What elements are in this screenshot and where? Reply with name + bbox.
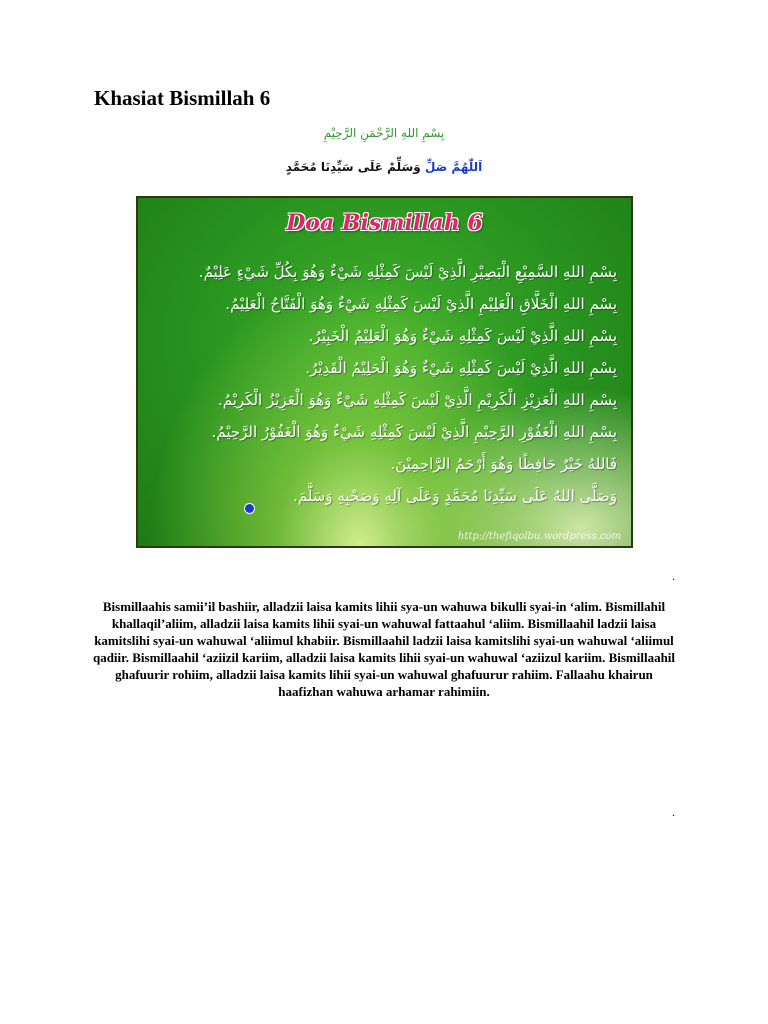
arabic-line: فَاللهُ خَيْرٌ حَافِظًا وَهُوَ أَرْحَمُ الرَّاحِمِيْنَ.	[390, 455, 617, 473]
image-watermark: http://thefiqolbu.wordpress.com	[457, 531, 621, 542]
salawat-part-black: وَسَلِّمْ عَلَى سَيِّدِنَا مُحَمَّدٍ	[285, 160, 421, 174]
transliteration-paragraph: Bismillaahis samii’il bashiir, alladzii laisa kamits lihii sya-un wahuwa bikulli syai-in ‘alim. Bismillahil khallaqil’aliim, alladzii laisa kamits lihii syai-un wahuwal fattaahul ‘aliim. Bismillaahil ladzii laisa kamitslihi syai-un wahuwal ‘aliimul khabiir. Bismillaahil ladzii laisa kamitslihi syai-un wahuwal ‘aliimul qadiir. Bismillaahil ‘aziizil kariim, alladzii laisa kamits lihii syai-un wahuwal ‘aziizul kariim. Bismillaahil ghafuurir rohiim, alladzii laisa kamits lihii syai-un wahuwal ghafuurur rahiim. Fallaahu khairun haafizhan wahuwa arhamar rahimiin.	[92, 599, 676, 699]
doa-bismillah-image	[136, 196, 633, 548]
image-heading: Doa Bismillah 6	[286, 210, 483, 236]
page-title: Khasiat Bismillah 6	[94, 86, 271, 110]
arabic-line: بِسْمِ اللهِ السَّمِيْعِ الْبَصِيْرِ الَّذِيْ لَيْسَ كَمِثْلِهِ شَيْءٌ وَهُوَ بِكُلِّ شَيْءٍ عَلِيْمٌ.	[198, 263, 617, 281]
arabic-line: بِسْمِ اللهِ الْخَلَّاقِ الْعَلِيْمِ الَّذِيْ لَيْسَ كَمِثْلِهِ شَيْءٌ وَهُوَ الْفَتَّاحُ الْعَلِيْمُ.	[225, 295, 617, 313]
arabic-line: بِسْمِ اللهِ الَّذِيْ لَيْسَ كَمِثْلِهِ شَيْءٌ وَهُوَ الْحَلِيْمُ الْقَدِيْرُ.	[305, 359, 617, 377]
blue-dot-icon	[244, 503, 255, 514]
salawat-part-blue: اَللّٰهُمَّ صَلِّ	[424, 160, 483, 174]
arabic-line: وَصَلَّى اللهُ عَلَى سَيِّدِنَا مُحَمَّدٍ وَعَلَى آلِهِ وَصَحْبِهِ وَسَلَّمَ.	[293, 487, 617, 505]
salawat-text	[0, 160, 768, 174]
arabic-line: بِسْمِ اللهِ الَّذِيْ لَيْسَ كَمِثْلِهِ شَيْءٌ وَهُوَ الْعَلِيْمُ الْخَبِيْرُ.	[308, 327, 617, 345]
basmala-text: بِسْمِ اللهِ الرَّحْمَنِ الرَّحِيْمِ	[323, 126, 445, 140]
dot-marker: .	[672, 569, 675, 583]
dot-marker: .	[672, 805, 675, 819]
arabic-prayer-lines	[152, 256, 617, 512]
arabic-line: بِسْمِ اللهِ الْغَفُوْرِ الرَّحِيْمِ الَّذِيْ لَيْسَ كَمِثْلِهِ شَيْءٌ وَهُوَ الْغَفُوْرُ الرَّحِيْمُ.	[211, 423, 617, 441]
arabic-line: بِسْمِ اللهِ الْعَزِيْزِ الْكَرِيْمِ الَّذِيْ لَيْسَ كَمِثْلِهِ شَيْءٌ وَهُوَ الْعَزِيْزُ الْكَرِيْمُ.	[218, 391, 617, 409]
